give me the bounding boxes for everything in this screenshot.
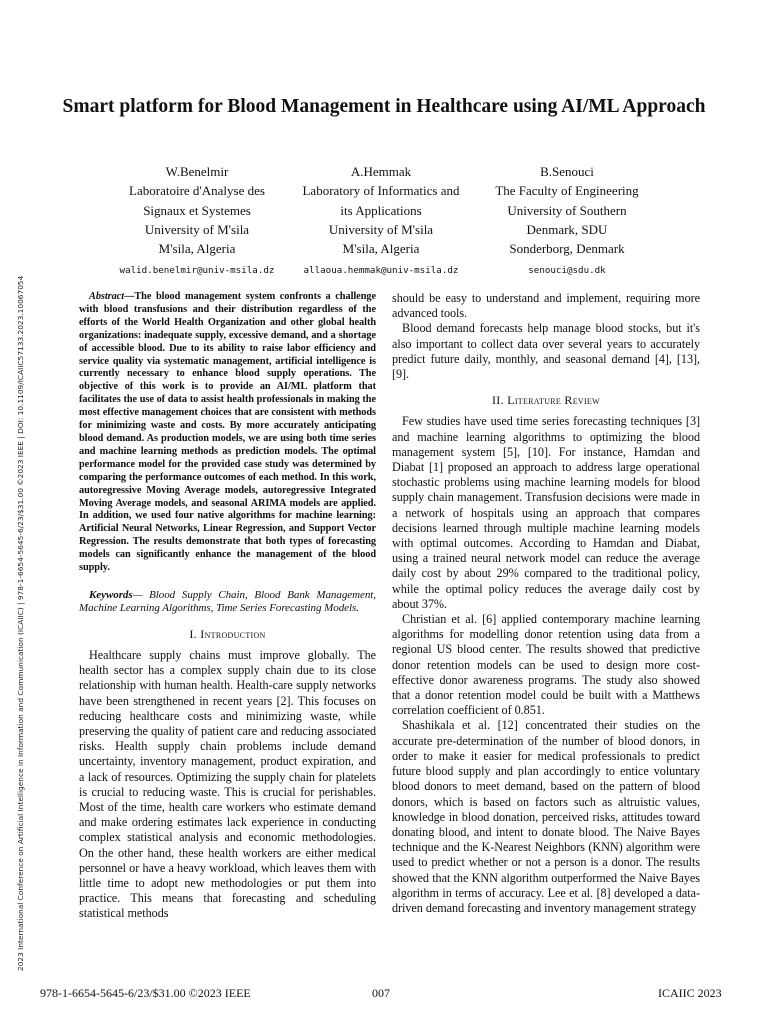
abstract [79, 291, 376, 575]
section-heading-introduction: I. Introduction [189, 626, 266, 641]
right-column [392, 291, 700, 916]
author-block-2 [288, 162, 474, 278]
intro-paragraph-2: Blood demand forecasts help manage blood stocks, but it's also important to collect data over several years to accurately predict future daily, monthly, and seasonal demand [4], [13], [9]. [392, 321, 700, 382]
abstract-label: Abstract [89, 291, 125, 302]
author-affiliation-line: M'sila, Algeria [342, 241, 420, 257]
paper-title: Smart platform for Blood Management in Healthcare using AI/ML Approach [62, 96, 706, 117]
abstract-text: —The blood management system confronts a challenge with blood transfusions and their distribution regardless of the efforts of the World Health Organization and other global health organizations: inadequate supply, excessive demand, and a shortage of accessible blood. Due to its ability to raise labor efficiency and service quality via systematic management, artificial intelligence is currently necessary to enhance blood supply operations. The objective of this work is to provide an AI/ML platform that facilitates the use of data to assist health professionals in making the most effective management choices that are consistent with methods for minimizing waste and costs. By more accurately anticipating blood demand. As production models, we are using both time series and machine learning methods as prediction models. The optimal performance model for the provided case study was determined by comparing the performance outcomes of each method. In this work, autoregressive Moving Average models, autoregressive Integrated Moving Average models, and seasonal ARIMA models are applied. In addition, we used four native algorithms for machine learning: Artificial Neural Networks, Linear Regression, and Support Vector Regression. The results demonstrate that both types of forecasting models can significantly enhance the management of the blood supply. [79, 291, 376, 574]
intro-paragraph: Healthcare supply chains must improve globally. The health sector has a complex supply chain due to its close relationship with human health. Health-care supply networks have been strengthened in recent years [2]. This focuses on reducing healthcare costs and minimizing waste, while preserving the quality of patient care and reducing associated risks. Health supply chain problems include demand uncertainty, inventory management, product expiration, and a lack of resources. Optimizing the supply chain for platelets is crucial to reducing waste. This is crucial for perishables. Most of the time, health care workers who estimate demand and make ordering estimates lack experience in conducting complex statistical analysis and economic methodologies. On the other hand, these health workers are either medical personnel or have a heavy workload, which leaves them with little time to adopt new methodologies or put them into practice. This means that forecasting and scheduling statistical methods [79, 647, 376, 921]
author-name: A.Hemmak [350, 164, 412, 179]
author-affiliation-line: University of M'sila [328, 221, 434, 237]
footer-isbn: 978-1-6654-5645-6/23/$31.00 ©2023 IEEE [40, 986, 251, 1000]
footer-conference: ICAIIC 2023 [658, 986, 722, 1000]
author-affiliation-line: M'sila, Algeria [158, 241, 236, 257]
author-affiliation-line: Laboratoire d'Analyse des [129, 183, 265, 199]
author-affiliation-line: Laboratory of Informatics and [302, 183, 460, 199]
literature-paragraph-3: Shashikala et al. [12] concentrated their studies on the accurate pre-determination of the number of blood donors, in order to make it easier for medical professionals to predict future blood supply and plan accordingly to entice voluntary blood donors to meet demand, based on the pattern of blood donors, which is based on factors such as altruistic values, knowledge in blood donation, perceived risks, attitudes toward donating blood, and intent to donate blood. The Naive Bayes technique and the K-Nearest Neighbors (KNN) algorithm were used to predict whether or not a person is a donor. The results showed that the KNN algorithm outperformed the Naive Bayes algorithm in terms of accuracy. Lee et al. [8] developed a data-driven demand forecasting and inventory management strategy [392, 718, 700, 915]
author-affiliation-line: The Faculty of Engineering [495, 183, 639, 199]
author-affiliation-line: University of M'sila [144, 221, 250, 237]
author-affiliation-line: Signaux et Systemes [143, 202, 251, 218]
keywords-text: — Blood Supply Chain, Blood Bank Management, Machine Learning Algorithms, Time Series Forecasting Models. [79, 588, 376, 615]
footer-page-number: 007 [372, 986, 390, 1000]
author-affiliation-line: University of Southern [507, 202, 627, 218]
author-block-3 [480, 162, 654, 278]
author-email: senouci@sdu.dk [528, 265, 606, 277]
author-affiliation-line: its Applications [340, 202, 422, 218]
keywords [79, 589, 376, 616]
author-name: W.Benelmir [165, 164, 229, 179]
left-column [79, 291, 376, 922]
side-margin-strip [14, 156, 28, 971]
author-affiliation-line: Denmark, SDU [526, 221, 608, 237]
author-affiliation-line: Sonderborg, Denmark [509, 241, 625, 257]
conference-doi-sidebar: 2023 International Conference on Artificial Intelligence in Information and Communication (ICAIIC) | 978-1-6654-5645-6/23/$31.00 ©2023 IEEE | DOI: 10.1109/ICAIIC57133.2023.10067054 [16, 275, 25, 971]
keywords-label: Keywords [89, 588, 133, 601]
literature-paragraph-1: Few studies have used time series forecasting techniques [3] and machine learning algorithms to optimizing the blood management system [5], [10]. For instance, Hamdan and Diabat [1] proposed an approach to address large operational stochastic problems using machine learning models for blood supply chain management. Transfusion decisions were made in a network of hospitals using an approach that compares decisions learned through multiple machine learning models with optimal outcomes. According to Hamdan and Diabat, using a trained neural network model can reduce the average daily cost by about 29% compared to the traditional policy, while the optimal policy reduces the average daily cost by about 37%. [392, 414, 700, 611]
author-email: walid.benelmir@univ-msila.dz [119, 265, 275, 277]
section-heading-literature-review: II. Literature Review [492, 393, 600, 408]
author-block-1 [108, 162, 286, 278]
author-email: allaoua.hemmak@univ-msila.dz [303, 265, 459, 277]
literature-paragraph-2: Christian et al. [6] applied contemporary machine learning algorithms for modelling donor retention using data from a regional US blood center. The results showed that predictive donor retention models can be used to design more cost-effective donor awareness programs. The study also showed that a donor retention model could be built with a Matthews correlation coefficient of 0.851. [392, 612, 700, 718]
intro-continuation: should be easy to understand and implement, requiring more advanced tools. [392, 291, 700, 321]
author-name: B.Senouci [540, 164, 594, 179]
